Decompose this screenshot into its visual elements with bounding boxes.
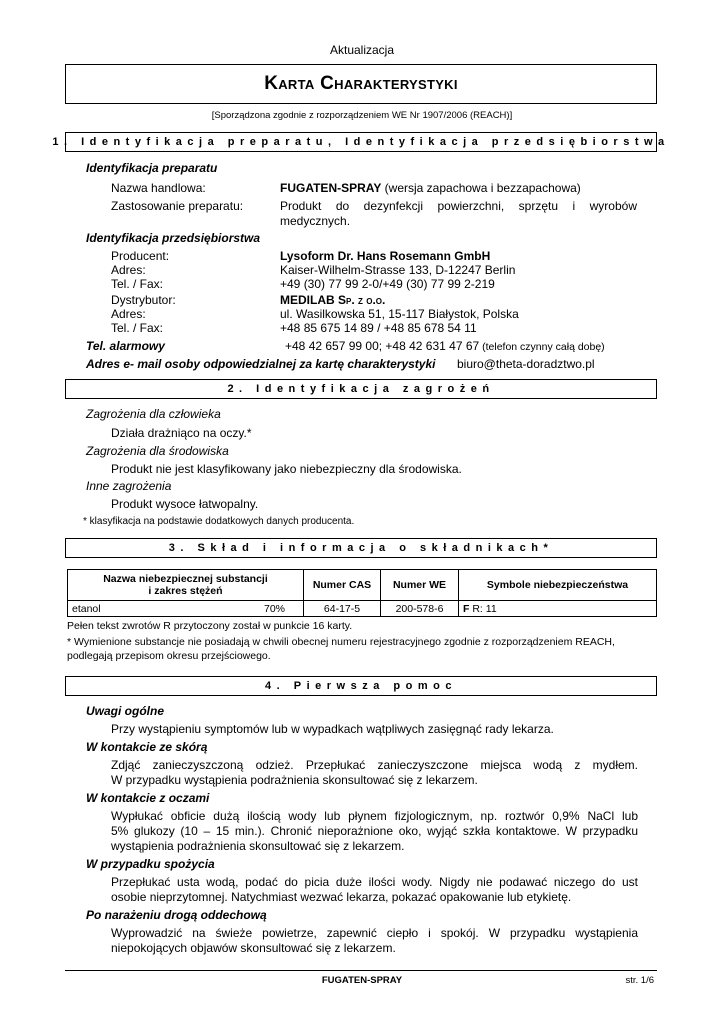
company-id-heading: Identyfikacja przedsiębiorstwa (86, 231, 261, 245)
email-value: biuro@theta-doradztwo.pl (457, 357, 595, 371)
classification-footnote: * klasyfikacja na podstawie dodatkowych danych producenta. (83, 516, 355, 527)
cell-conc: 70% (263, 602, 285, 615)
skin-line1: Zdjąć zanieczyszczoną odzież. Przepłukać zanieczyszczone miejsca wodą z mydłem. (111, 758, 638, 772)
eyes-line2: 5% glukozy (10 – 15 min.). Chronić nieporażnione oko, wyjąć szkła kontaktowe. W przypadku (111, 824, 638, 838)
trade-name-bold: FUGATEN-SPRAY (280, 181, 382, 195)
cell-we: 200-578-6 (381, 601, 459, 617)
col-substance-line2: i zakres stężeń (148, 585, 223, 597)
env-hazard-heading: Zagrożenia dla środowiska (86, 444, 229, 458)
alarm-label: Tel. alarmowy (86, 339, 165, 353)
reach-note-line1: * Wymienione substancje nie posiadają w chwili obecnej numeru rejestracyjnego zgodnie z rozporządzeniem REACH, (67, 636, 615, 648)
regulation-note: [Sporządzona zgodnie z rozporządzeniem WE Nr 1907/2006 (REACH)] (211, 110, 513, 121)
eyes-line3: wystąpienia podrażnienia skonsultować się z lekarzem. (111, 839, 405, 853)
address-label: Adres: (111, 263, 146, 277)
section-4-heading: 4. Pierwsza pomoc (65, 676, 657, 696)
col-symbols: Symbole niebezpieczeństwa (459, 570, 657, 601)
producer-address: Kaiser-Wilhelm-Strasse 133, D-12247 Berlin (280, 263, 516, 277)
producer-tel: +49 (30) 77 99 2-0/+49 (30) 77 99 2-219 (280, 277, 495, 291)
ingestion-line2: osobie nieprzytomnej. Natychmiast wezwać lekarza, pokazać opakowanie lub etykietę. (111, 890, 572, 904)
cell-name: etanol (72, 602, 101, 615)
skin-heading: W kontakcie ze skórą (86, 740, 208, 754)
cell-symbol-bold: F (463, 602, 470, 615)
distributor-telfax-label: Tel. / Fax: (111, 321, 164, 335)
env-hazard-text: Produkt nie jest klasyfikowany jako niebezpieczny dla środowiska. (111, 462, 462, 476)
general-heading: Uwagi ogólne (86, 704, 164, 718)
alarm-note: (telefon czynny całą dobę) (479, 341, 605, 353)
ingestion-heading: W przypadku spożycia (86, 857, 215, 871)
skin-line2: W przypadku wystąpienia podrażnienia skonsultować się z lekarzem. (111, 773, 478, 787)
prep-id-heading: Identyfikacja preparatu (86, 161, 218, 175)
footer-page-number: str. 1/6 (625, 975, 654, 986)
section-2-heading: 2. Identyfikacja zagrożeń (65, 379, 657, 399)
footer-product: FUGATEN-SPRAY (321, 975, 403, 986)
email-label: Adres e- mail osoby odpowiedzialnej za kartę charakterystyki (86, 357, 436, 371)
general-text: Przy wystąpieniu symptomów lub w wypadkach wątpliwych zasięgnąć rady lekarza. (111, 722, 554, 736)
composition-table (67, 569, 657, 617)
alarm-numbers: +48 42 657 99 00; +48 42 631 47 67 (285, 339, 480, 353)
usage-line2: medycznych. (280, 214, 351, 228)
other-hazard-heading: Inne zagrożenia (86, 479, 172, 493)
inhalation-line1: Wyprowadzić na świeże powietrze, zapewnić ciepło i spokój. W przypadku wystąpienia (111, 926, 638, 940)
cell-substance (68, 601, 304, 617)
title-box (65, 64, 657, 104)
trade-name-label: Nazwa handlowa: (111, 181, 206, 195)
telfax-label: Tel. / Fax: (111, 277, 164, 291)
section-1-heading: 1. Identyfikacja preparatu, Identyfikacja przedsiębiorstwa (65, 132, 657, 152)
col-substance (68, 570, 304, 601)
footer-rule (65, 970, 657, 971)
cell-symbols (459, 601, 657, 617)
col-cas: Numer CAS (304, 570, 381, 601)
col-substance-line1: Nazwa niebezpiecznej substancji (103, 573, 268, 585)
col-we: Numer WE (381, 570, 459, 601)
update-label: Aktualizacja (329, 43, 395, 57)
human-hazard-heading: Zagrożenia dla człowieka (86, 407, 221, 421)
r-phrases-note: Pełen tekst zwrotów R przytoczony został w punkcie 16 karty. (67, 620, 353, 632)
section-3-heading: 3. Skład i informacja o składnikach* (65, 538, 657, 558)
alarm-value (285, 339, 605, 353)
usage-line1: Produkt do dezynfekcji powierzchni, sprzętu i wyrobów (280, 199, 637, 213)
cell-symbol-rest: R: 11 (469, 602, 497, 615)
table-row (68, 601, 657, 617)
distributor-address-label: Adres: (111, 307, 146, 321)
other-hazard-text: Produkt wysoce łatwopalny. (111, 497, 259, 511)
eyes-heading: W kontakcie z oczami (86, 791, 210, 805)
trade-name-value (280, 181, 581, 195)
ingestion-line1: Przepłukać usta wodą, podać do picia duże ilości wody. Nigdy nie podawać niczego do ust (111, 875, 638, 889)
inhalation-line2: niepokojących objawów skonsultować się z lekarzem. (111, 941, 396, 955)
distributor-address: ul. Wasilkowska 51, 15-117 Białystok, Polska (280, 307, 519, 321)
producer-label: Producent: (111, 249, 170, 263)
producer-value: Lysoform Dr. Hans Rosemann GmbH (280, 249, 491, 263)
trade-name-rest: (wersja zapachowa i bezzapachowa) (381, 181, 581, 195)
distributor-value: MEDILAB Sp. z o.o. (280, 293, 386, 307)
cell-cas: 64-17-5 (304, 601, 381, 617)
reach-note-line2: podlegają przepisom okresu przejściowego. (67, 650, 271, 662)
inhalation-heading: Po narażeniu drogą oddechową (86, 908, 267, 922)
document-title: Karta Charakterystyki (264, 73, 458, 94)
distributor-tel: +48 85 675 14 89 / +48 85 678 54 11 (280, 321, 477, 335)
human-hazard-text: Działa drażniąco na oczy.* (111, 426, 252, 440)
eyes-line1: Wypłukać obficie dużą ilością wody lub płynem fizjologicznym, np. roztwór 0,9% NaCl lub (111, 809, 638, 823)
table-header-row (68, 570, 657, 601)
distributor-label: Dystrybutor: (111, 293, 176, 307)
usage-label: Zastosowanie preparatu: (111, 199, 244, 213)
